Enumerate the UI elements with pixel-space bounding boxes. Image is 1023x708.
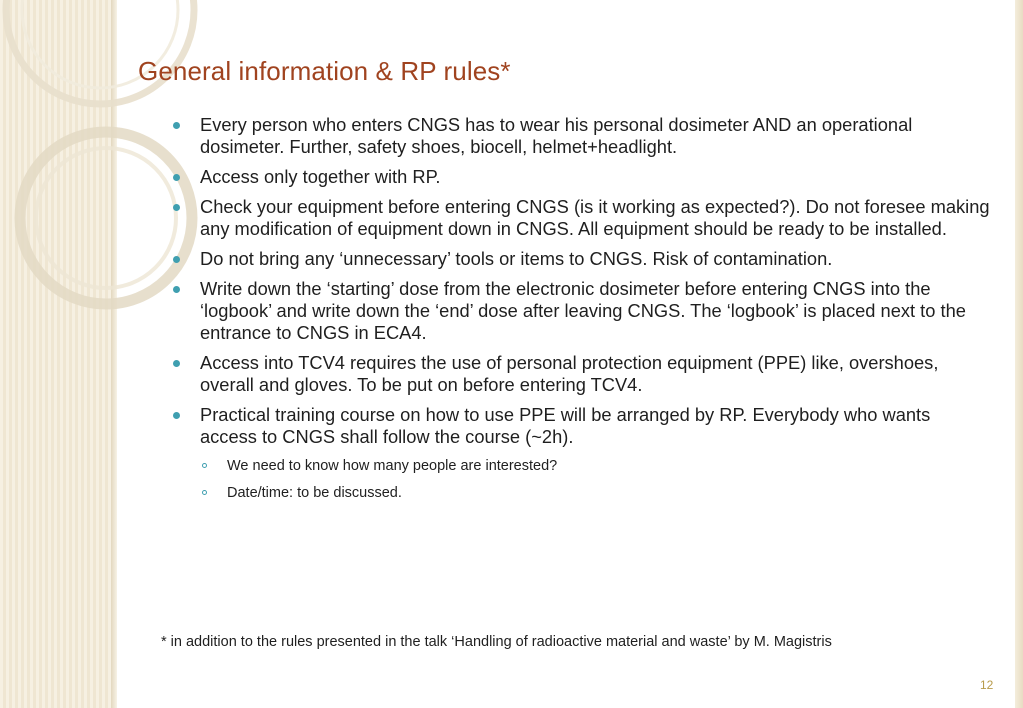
- bullet-text: Practical training course on how to use PPE will be arranged by RP. Everybody who wants access to CNGS shall follow the course (~2h).: [200, 404, 931, 447]
- bullet-icon: [173, 174, 180, 181]
- bullet-icon: [173, 412, 180, 419]
- hollow-bullet-icon: [202, 463, 207, 468]
- sub-bullet-text: Date/time: to be discussed.: [227, 485, 402, 501]
- bullet-text: Access into TCV4 requires the use of personal protection equipment (PPE) like, overshoes, overall and gloves. To be put on before entering TCV4.: [200, 352, 939, 395]
- sub-list-item: [170, 483, 990, 503]
- bullet-icon: [173, 360, 180, 367]
- hollow-bullet-icon: [202, 490, 207, 495]
- bullet-list: [170, 114, 990, 510]
- list-item: [170, 352, 990, 396]
- bullet-text: Write down the ‘starting’ dose from the electronic dosimeter before entering CNGS into the ‘logbook’ and write down the ‘end’ dose after leaving CNGS. The ‘logbook’ is placed next to the entrance to CNGS in ECA4.: [200, 278, 966, 343]
- footnote: * in addition to the rules presented in the talk ‘Handling of radioactive material and waste’ by M. Magistris: [161, 634, 832, 650]
- list-item: [170, 404, 990, 448]
- list-item: [170, 278, 990, 344]
- list-item: [170, 248, 990, 270]
- list-item: [170, 196, 990, 240]
- decorative-right-strip: [1015, 0, 1023, 708]
- slide-title: General information & RP rules*: [138, 56, 511, 86]
- sub-list-item: [170, 456, 990, 476]
- bullet-icon: [173, 122, 180, 129]
- page-number: 12: [980, 678, 994, 692]
- bullet-text: Check your equipment before entering CNGS (is it working as expected?). Do not foresee making any modification of equipment down in CNGS. All equipment should be ready to be installed.: [200, 196, 990, 239]
- list-item: [170, 114, 990, 158]
- bullet-text: Access only together with RP.: [200, 166, 441, 187]
- bullet-icon: [173, 256, 180, 263]
- sub-bullet-text: We need to know how many people are interested?: [227, 458, 558, 474]
- bullet-text: Do not bring any ‘unnecessary’ tools or items to CNGS. Risk of contamination.: [200, 248, 833, 269]
- list-item: [170, 166, 990, 188]
- bullet-icon: [173, 286, 180, 293]
- bullet-icon: [173, 204, 180, 211]
- bullet-text: Every person who enters CNGS has to wear his personal dosimeter AND an operational dosimeter. Further, safety shoes, biocell, helmet+headlight.: [200, 114, 913, 157]
